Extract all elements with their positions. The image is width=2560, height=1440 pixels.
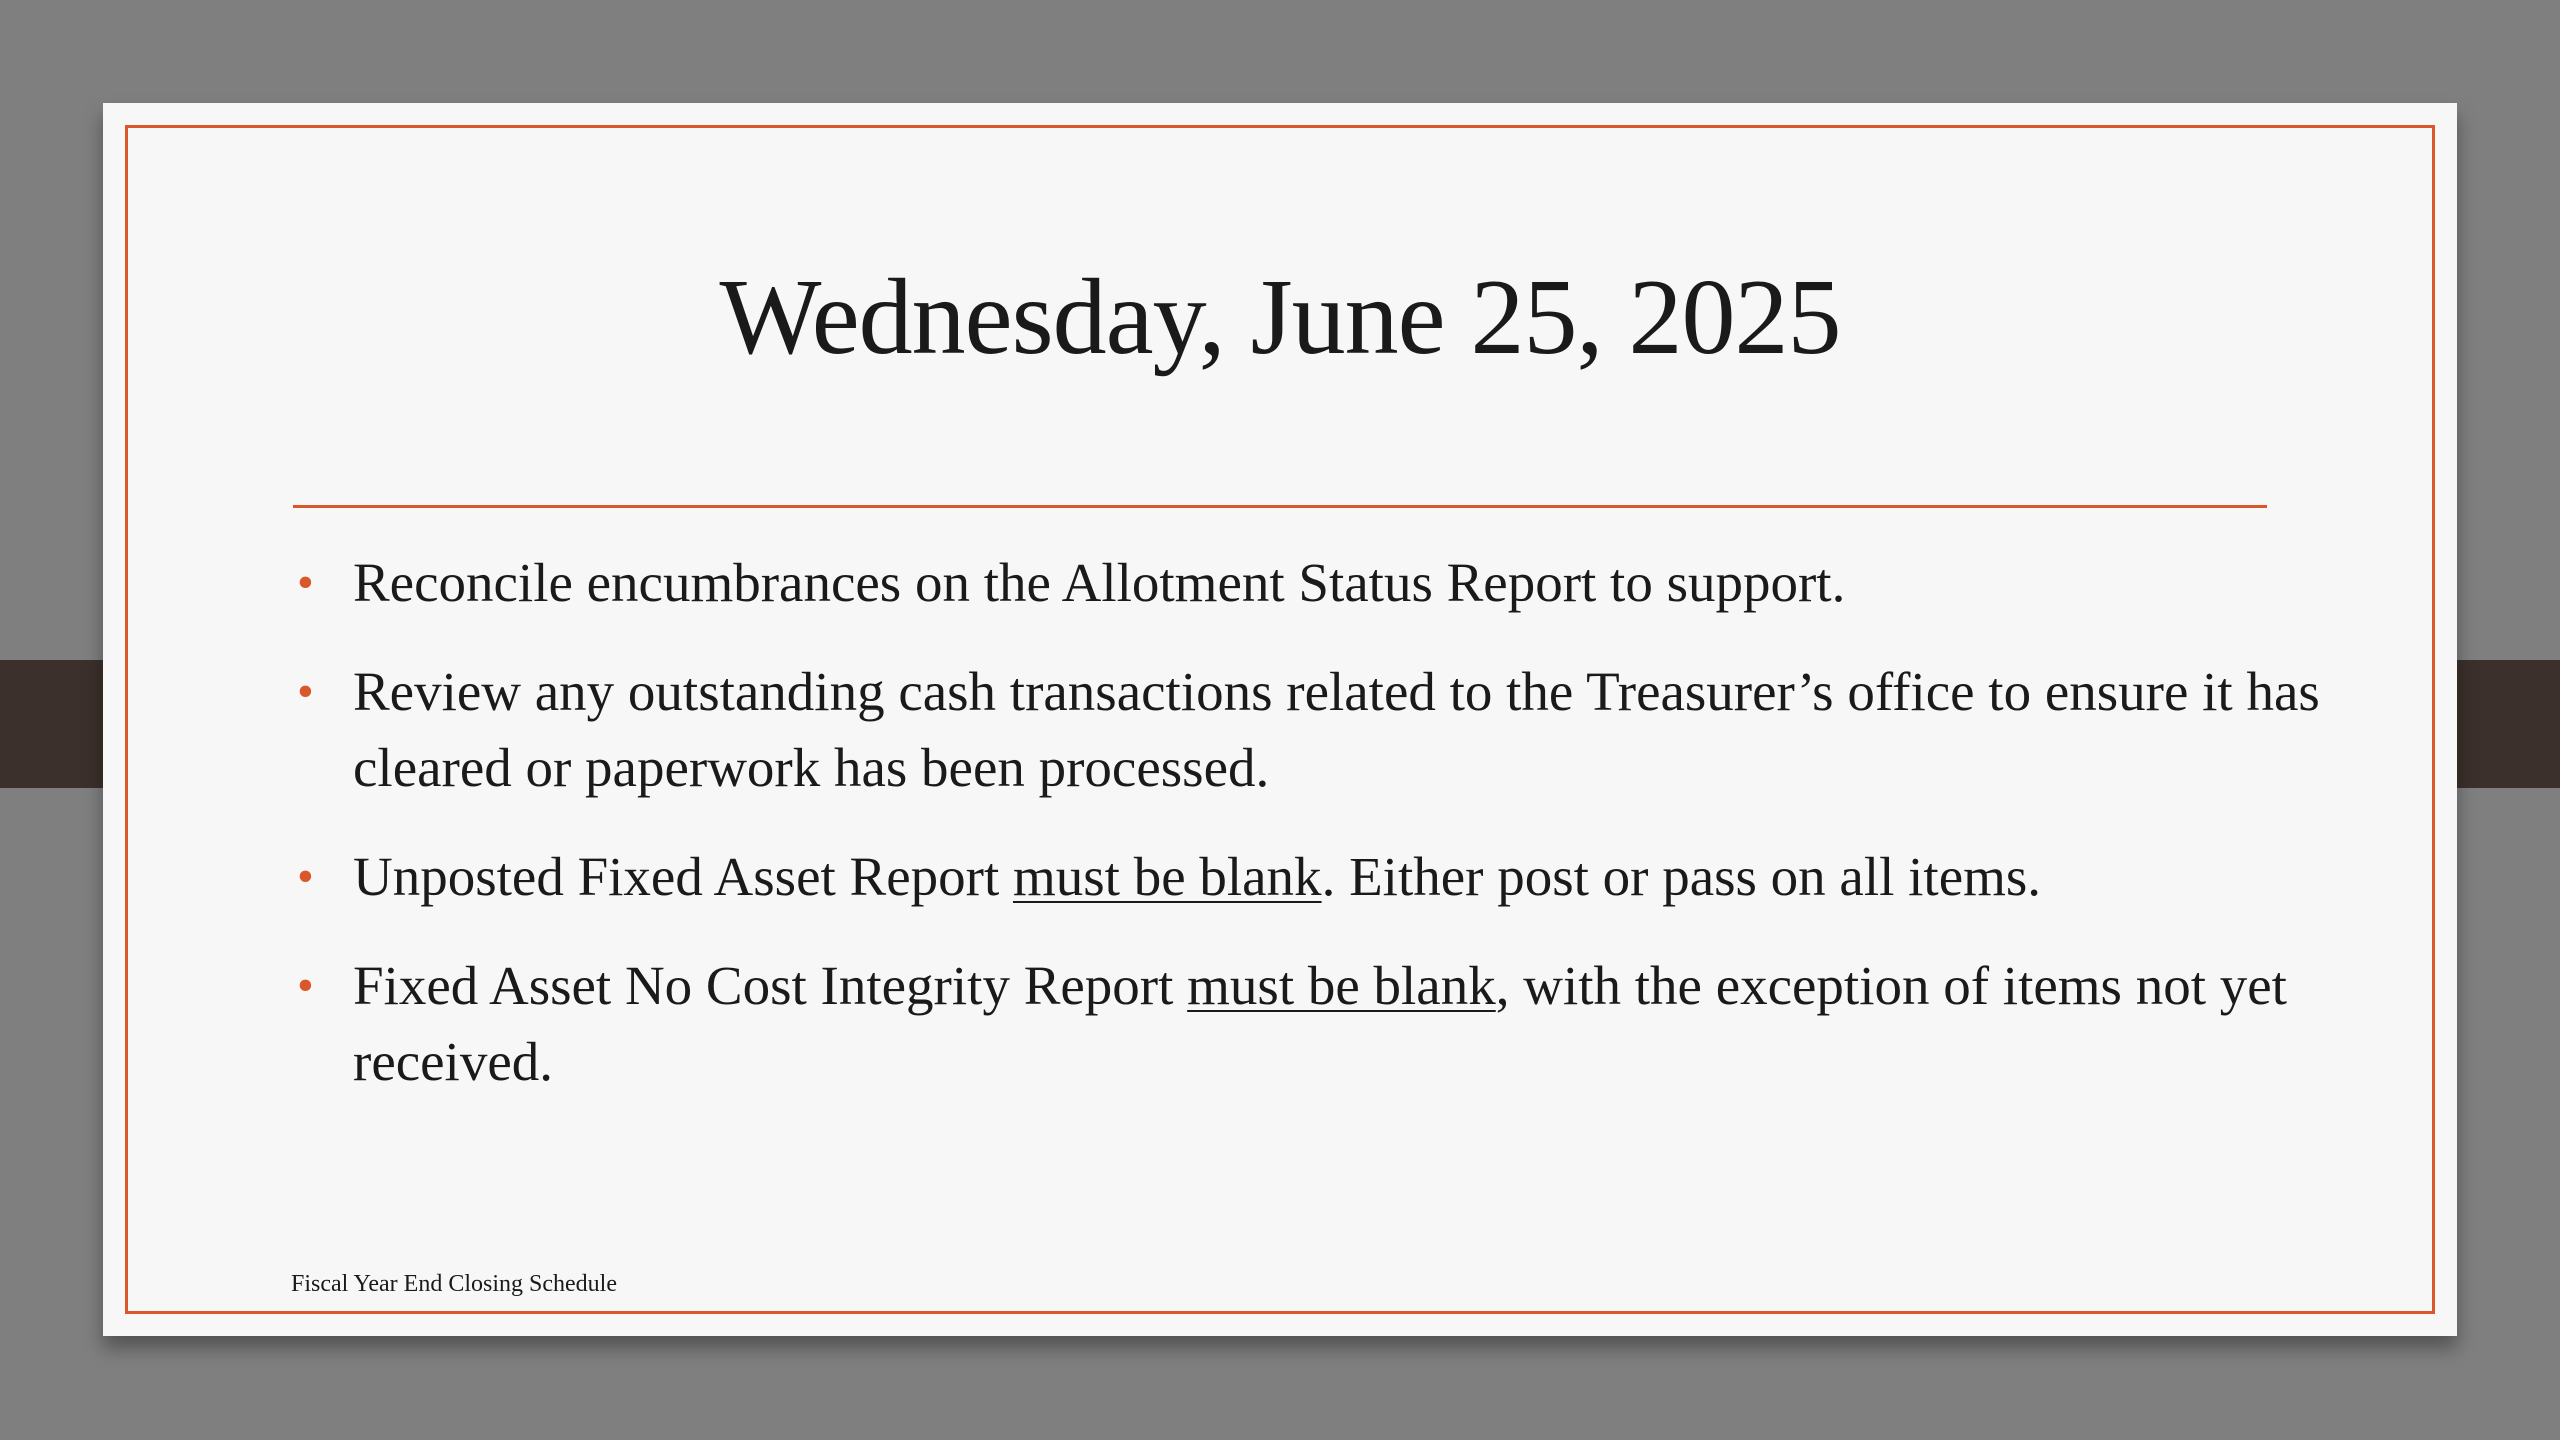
slide-footer: Fiscal Year End Closing Schedule	[291, 1271, 617, 1297]
title-divider	[293, 505, 2267, 508]
bullet-text-start: Fixed Asset No Cost Integrity Report	[353, 955, 1188, 1016]
bullet-text: Review any outstanding cash transactions related to the Treasurer’s office to ensure it has cleared or paperwork has been processed.	[353, 661, 2320, 798]
bullet-icon: •	[297, 959, 314, 1012]
slide-title: Wednesday, June 25, 2025	[719, 258, 1841, 377]
bullet-emphasis: must be blank	[1187, 955, 1496, 1016]
bullet-list	[293, 545, 2353, 1133]
bullet-icon: •	[297, 665, 314, 718]
bullet-item	[293, 545, 2353, 621]
bullet-emphasis: must be blank	[1012, 846, 1322, 907]
bullet-text: Reconcile encumbrances on the Allotment Status Report to support.	[353, 552, 1846, 613]
bullet-icon: •	[297, 556, 314, 609]
bullet-text-start: Unposted Fixed Asset Report	[353, 846, 1013, 907]
bullet-item	[293, 948, 2353, 1100]
bullet-text-end: , with the exception of items not yet received.	[353, 955, 2287, 1092]
bullet-item	[293, 839, 2353, 915]
bullet-item	[293, 654, 2353, 806]
bullet-text-end: . Either post or pass on all items.	[1321, 846, 2042, 907]
slide	[103, 103, 2457, 1336]
bullet-icon: •	[297, 850, 314, 903]
